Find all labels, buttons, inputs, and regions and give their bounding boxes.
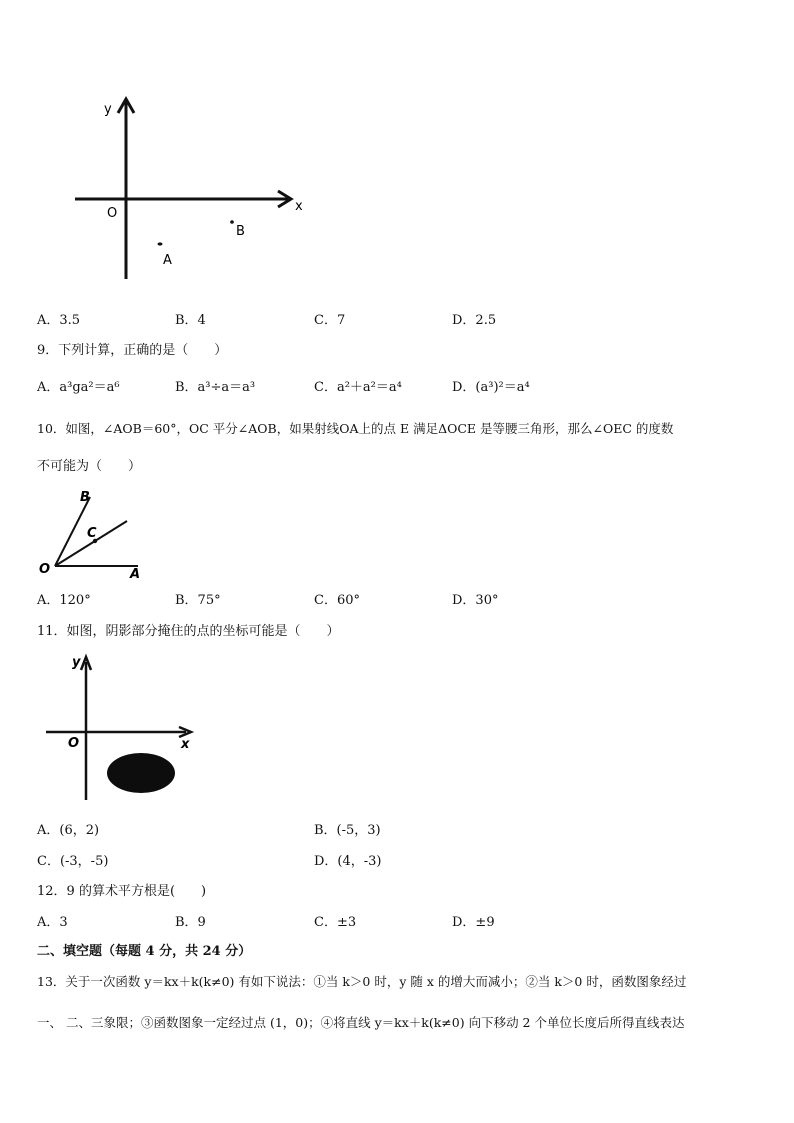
q8-x-label: x bbox=[295, 199, 303, 214]
q13-line1: 13．关于一次函数 y＝kx＋k(k≠0) 有如下说法：①当 k＞0 时，y 随 x 的增大而减小；②当 k＞0 时，函数图象经过 bbox=[37, 974, 687, 989]
q9-option-b: B．a³÷a＝a³ bbox=[175, 380, 256, 395]
q12-option-b: B．9 bbox=[175, 915, 206, 930]
q8-option-c: C．7 bbox=[314, 313, 346, 328]
q10-label-a: A bbox=[130, 567, 141, 582]
q12-option-a: A．3 bbox=[37, 915, 68, 930]
q9-stem: 9．下列计算，正确的是（ ） bbox=[37, 343, 228, 358]
q8-point-b-label: B bbox=[236, 224, 245, 239]
q8-origin-label: O bbox=[107, 206, 118, 221]
q11-origin-label: O bbox=[68, 736, 80, 751]
q11-option-c: C．(-3，-5) bbox=[37, 854, 109, 869]
q11-stem: 11．如图，阴影部分掩住的点的坐标可能是（ ） bbox=[37, 624, 340, 639]
q11-y-label: y bbox=[72, 655, 81, 670]
q10-label-c: C bbox=[87, 526, 97, 541]
q10-stem-line1: 10．如图，∠AOB＝60°，OC 平分∠AOB，如果射线OA上的点 E 满足ΔOCE 是等腰三角形，那么∠OEC 的度数 bbox=[37, 421, 674, 436]
q10-option-c: C．60° bbox=[314, 593, 360, 608]
q10-option-d: D．30° bbox=[452, 593, 499, 608]
q13-line2: 一、 二、三象限；③函数图象一定经过点 (1，0)；④将直线 y＝kx＋k(k≠0) 向下移动 2 个单位长度后所得直线表达 bbox=[37, 1015, 685, 1030]
section-2-title: 二、填空题（每题 4 分，共 24 分） bbox=[37, 944, 252, 959]
q8-option-a: A．3.5 bbox=[37, 313, 81, 328]
q9-option-a: A．a³ga²＝a⁶ bbox=[37, 380, 120, 395]
q9-option-d: D．(a³)²＝a⁴ bbox=[452, 380, 530, 395]
q12-stem: 12．9 的算术平方根是( ) bbox=[37, 884, 207, 899]
q8-point-a-label: A bbox=[163, 253, 172, 268]
q11-shaded-region bbox=[107, 753, 175, 793]
q11-option-b: B．(-5，3) bbox=[314, 823, 381, 838]
q11-x-label: x bbox=[181, 737, 190, 752]
q10-option-a: A．120° bbox=[37, 593, 91, 608]
q11-option-a: A．(6，2) bbox=[37, 823, 100, 838]
q12-option-c: C．±3 bbox=[314, 915, 357, 930]
q8-y-label: y bbox=[104, 102, 112, 117]
q8-option-b: B．4 bbox=[175, 313, 206, 328]
q10-option-b: B．75° bbox=[175, 593, 221, 608]
q12-option-d: D．±9 bbox=[452, 915, 495, 930]
q9-option-c: C．a²＋a²＝a⁴ bbox=[314, 380, 402, 395]
q11-option-d: D．(4，-3) bbox=[314, 854, 382, 869]
q10-label-o: O bbox=[39, 562, 51, 577]
q10-stem-line2: 不可能为（ ） bbox=[37, 459, 142, 474]
q10-label-b: B bbox=[80, 490, 90, 505]
q8-option-d: D．2.5 bbox=[452, 313, 497, 328]
